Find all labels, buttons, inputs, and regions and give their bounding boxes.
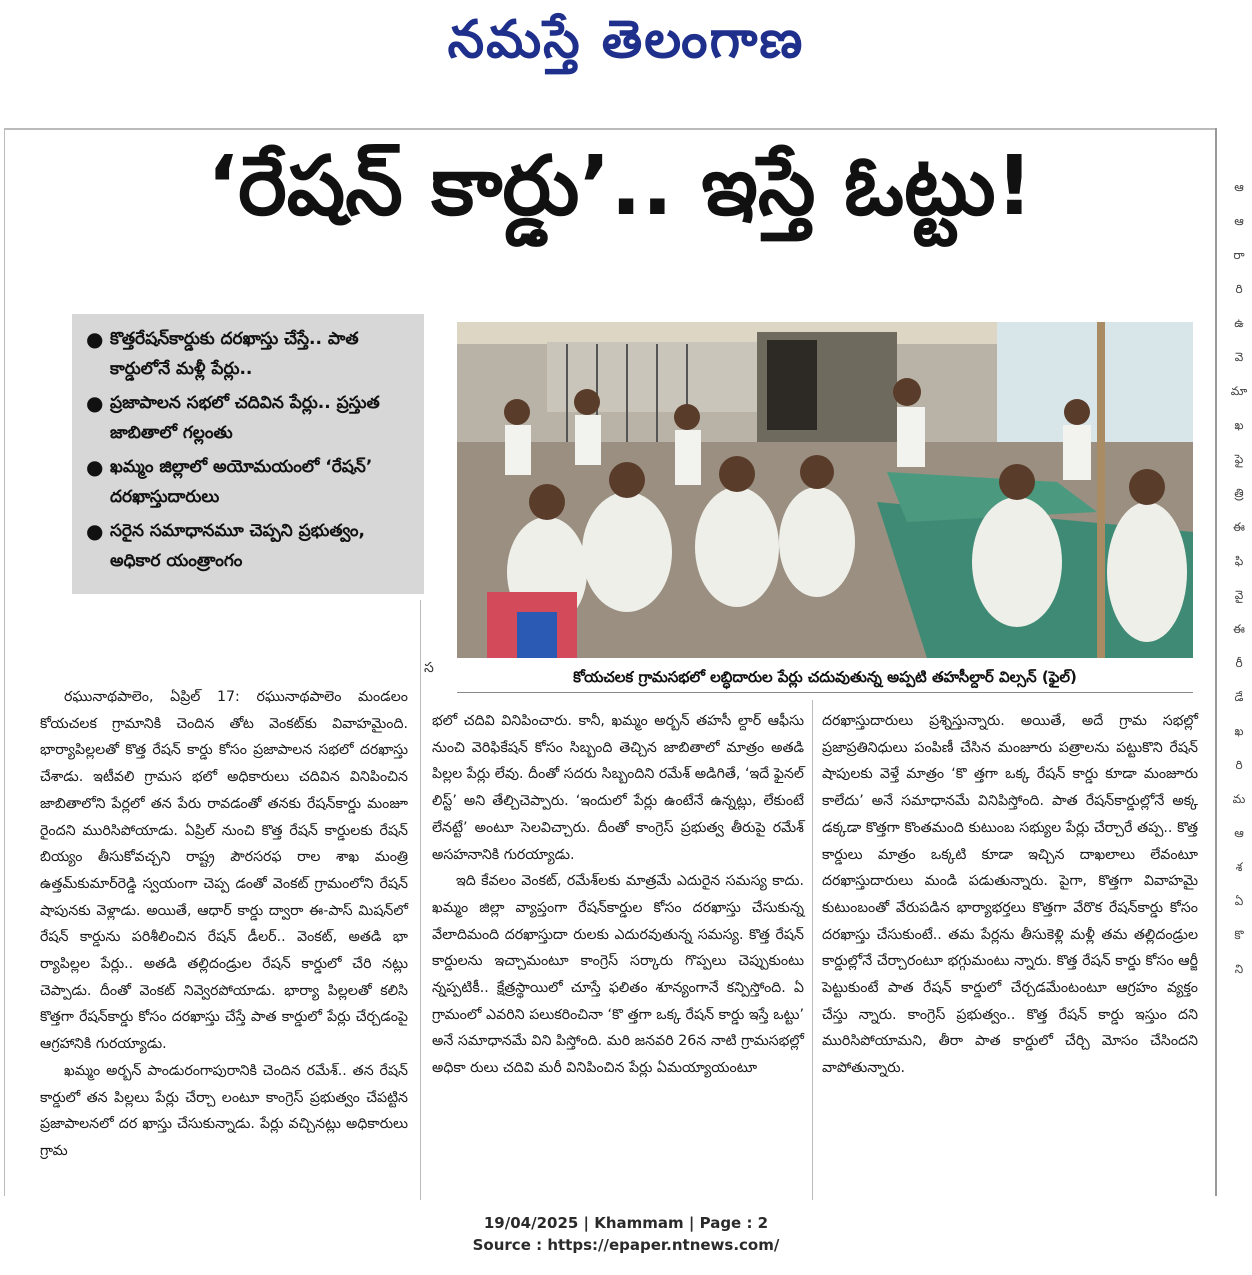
paragraph: రఘునాథపాలెం, ఏప్రిల్ 17: రఘునాథపాలెం మండలం కోయచలక గ్రామానికి చెందిన తోట వెంకట్‌కు వివాహమైంది. భార్యాపిల్లలతో కొత్త రేషన్ కార్డు కోసం ప్రజాపాలన సభలో దరఖాస్తు చేశాడు. ఇటీవలి గ్రామస భలో అధికారులు చదివిన వినిపించిన జాబితాలోని పేర్లలో తన పేరు రావడంతో తనకు రేషన్‌కార్డు మంజూ రైందని మురిసిపోయాడు. ఏప్రిల్ నుంచి కొత్త రేషన్ కార్డులకు రేషన్ బియ్యం తీసుకోవచ్చని రాష్ట్ర పౌరసరఫ రాల శాఖ మంత్రి ఉత్తమ్‌కుమార్‌రెడ్డి స్వయంగా చెప్ప డంతో వెంకట్ గ్రామంలోని రేషన్ షాపునకు వెళ్లాడు. అయితే, ఆధార్ కార్డు ద్వారా ఈ-పాస్ మిషన్‌లో రేషన్ కార్డును పరిశీలించిన రేషన్ డీలర్.. వెంకట్, అతడి భా ర్యాపిల్లల పేర్లు.. అతడి తల్లిదండ్రుల రేషన్ కార్డులో చేరి నట్లు చెప్పాడు. దీంతో వెంకట్ నివ్వెరపోయాడు. భార్యా పిల్లలతో కలిసి కొత్తగా రేషన్‌కార్డు కోసం దరఖాస్తు చేస్తే పాత కార్డులో పేర్లు చేర్చడంపై ఆగ్రహానికి గురయ్యాడు. xyxy=(40,689,408,1053)
page-frame-top xyxy=(4,128,1216,130)
article-photo xyxy=(457,322,1193,658)
edge-glyph: ఖ xyxy=(1234,724,1244,738)
bullet-icon: ● xyxy=(86,327,104,351)
edge-glyph: వె xyxy=(1234,350,1244,364)
edge-glyph: ఆ xyxy=(1234,214,1244,228)
edge-glyph: ఏ xyxy=(1234,894,1244,908)
highlights-box xyxy=(72,314,424,594)
edge-glyph: రా xyxy=(1233,248,1245,262)
paragraph: దరఖాస్తుదారులు ప్రశ్నిస్తున్నారు. అయితే, అదే గ్రామ సభల్లో ప్రజాప్రతినిధులు పంపిణీ చేసిన మంజూరు పత్రాలను పట్టుకొని రేషన్ షాపులకు వెళ్తే మాత్రం ‘కొ త్తగా ఒక్క రేషన్ కార్డు కూడా మంజూరు కాలేదు’ అనే సమాధానమే వినిపిస్తోంది. పాత రేషన్‌కార్డుల్లోనే అక్క డక్కడా కొత్తగా కొంతమంది కుటుంబ సభ్యుల పేర్లు చేర్చారే తప్ప.. కొత్త కార్డులు మాత్రం ఒక్కటి కూడా ఇచ్చిన దాఖలాలు లేవంటూ దరఖాస్తుదారులు మండి పడుతున్నారు. పైగా, కొత్తగా వివాహమై కుటుంబంతో వేరుపడిన భార్యాభర్తలు కొత్తగా వేరొక రేషన్‌కార్డు కోసం దరఖాస్తు చేసుకుంటే.. తమ పేర్లను తీసుకెళ్లి మళ్లీ తమ తల్లిదండ్రుల కార్డుల్లోనే చేర్చారంటూ భగ్గుమంటు న్నారు. కొత్త రేషన్ కార్డు కోసం ఆర్జీ పెట్టుకుంటే పాత రేషన్ కార్డులో చేర్చడమేంటంటూ ఆగ్రహం వ్యక్తం చేస్తు న్నారు. కాంగ్రెస్ ప్రభుత్వం.. కొత్త రేషన్ కార్డు ఇస్తుం దని మురిసిపోయామని, తీరా పాత కార్డులో చేర్చి మోసం చేసిందని వాపోతున్నారు. xyxy=(822,713,1198,1077)
edge-glyph: ఆ xyxy=(1234,180,1244,194)
edge-glyph: వై xyxy=(1234,588,1244,602)
edge-glyph: త్రి xyxy=(1234,486,1244,500)
footer-date-line: 19/04/2025 | Khammam | Page : 2 xyxy=(483,1214,769,1232)
edge-glyph: ఫి xyxy=(1234,554,1244,568)
newspaper-masthead: నమస్తే తెలంగాణ xyxy=(447,10,805,70)
edge-glyph: ఈ xyxy=(1233,622,1245,636)
edge-glyph: మా xyxy=(1230,384,1248,398)
column-divider xyxy=(420,600,421,1200)
page-footer xyxy=(0,1212,1252,1256)
edge-glyph: రీ xyxy=(1235,656,1243,670)
edge-glyph: ఖ xyxy=(1234,418,1244,432)
edge-glyph: డే xyxy=(1234,690,1244,704)
article-column-3 xyxy=(822,708,1198,1082)
highlight-item: ● ఖమ్మం జిల్లాలో అయోమయంలో ‘రేషన్’ దరఖాస్తుదారులు xyxy=(82,452,416,512)
adjacent-article-edge xyxy=(1226,170,1252,1200)
highlight-item: ● ప్రజాపాలన సభలో చదివిన పేర్లు.. ప్రస్తుత జాబితాలో గల్లంతు xyxy=(82,388,416,448)
edge-glyph: రి xyxy=(1235,758,1243,772)
edge-glyph: ఈ xyxy=(1233,520,1245,534)
bullet-icon: ● xyxy=(86,455,104,479)
article-column-1 xyxy=(40,684,408,1165)
highlight-item: ● కొత్తరేషన్‌కార్డుకు దరఖాస్తు చేస్తే.. పాత కార్డులోనే మళ్లీ పేర్లు.. xyxy=(82,324,416,384)
footer-source-link[interactable]: Source : https://epaper.ntnews.com/ xyxy=(472,1236,780,1254)
page-frame-right xyxy=(1215,128,1217,1196)
caption-divider xyxy=(457,692,1193,693)
article-column-2 xyxy=(432,708,804,1082)
page-frame-left xyxy=(4,128,5,1196)
bullet-icon: ● xyxy=(86,519,104,543)
paragraph: భలో చదివి వినిపించారు. కానీ, ఖమ్మం అర్బన్ తహసీ ల్దార్ ఆఫీసు నుంచి వెరిఫికేషన్ కోసం సిబ్బంది తెచ్చిన జాబితాలో మాత్రం అతడి పిల్లల పేర్లు లేవు. దీంతో సదరు సిబ్బందిని రమేశ్ అడిగితే, ‘ఇదే ఫైనల్ లిస్ట్’ అని తేల్చిచెప్పారు. ‘ఇందులో పేర్లు ఉంటేనే ఉన్నట్లు, లేకుంటే లేనట్టే’ అంటూ సెలవిచ్చారు. దీంతో కాంగ్రెస్ ప్రభుత్వ తీరుపై రమేశ్ అసహనానికి గురయ్యాడు. xyxy=(432,713,804,863)
edge-glyph: ఫై xyxy=(1234,452,1244,466)
highlight-item: ● సరైన సమాధానమూ చెప్పని ప్రభుత్వం, అధికార యంత్రాంగం xyxy=(82,516,416,576)
paragraph: ఇది కేవలం వెంకట్, రమేశ్‌లకు మాత్రమే ఎదురైన సమస్య కాదు. ఖమ్మం జిల్లా వ్యాప్తంగా రేషన్‌కార్డుల కోసం దరఖాస్తు చేసుకున్న వేలాదిమంది దరఖాస్తుదా రులకు ఎదురవుతున్న సమస్య. కొత్త రేషన్ కార్డులను ఇచ్చామంటూ కాంగ్రెస్ సర్కారు గొప్పలు చెప్పుకుంటు న్నప్పటికీ.. క్షేత్రస్థాయిలో చూస్తే ఫలితం శూన్యంగానే కన్పిస్తోంది. ఏ గ్రామంలో ఎవరిని పలుకరించినా ‘కొ త్తగా ఒక్క రేషన్ కార్డు ఇస్తే ఒట్టు’ అనే సమాధానమే విని పిస్తోంది. మరి జనవరి 26న నాటి గ్రామసభల్లో అధికా రులు చదివి మరీ వినిపించిన పేర్లు ఏమయ్యాయంటూ xyxy=(432,873,804,1077)
meeting-photo-illustration xyxy=(457,322,1193,658)
edge-glyph: ఆ xyxy=(1234,826,1244,840)
column-divider xyxy=(812,700,813,1200)
edge-glyph: ని xyxy=(1234,962,1244,976)
edge-glyph: రి xyxy=(1235,282,1243,296)
edge-glyph: శ xyxy=(1235,860,1243,874)
paragraph: ఖమ్మం అర్బన్ పాండురంగాపురానికి చెందిన రమేశ్.. తన రేషన్ కార్డులో తన పిల్లలు పేర్లు చేర్చా లంటూ కాంగ్రెస్ ప్రభుత్వం చేపట్టిన ప్రజాపాలనలో దర ఖాస్తు చేసుకున్నాడు. పేర్లు వచ్చినట్లు అధికారులు గ్రామ xyxy=(40,1062,408,1159)
edge-glyph: కొ xyxy=(1234,928,1244,942)
photo-caption: కోయచలక గ్రామసభలో లబ్ధిదారుల పేర్లు చదువుతున్న అప్పటి తహసీల్దార్ విల్సన్ (ఫైల్) xyxy=(573,668,1077,686)
stray-character: స xyxy=(424,660,434,676)
article-headline: ‘రేషన్ కార్డు’.. ఇస్తే ఓట్టు! xyxy=(206,139,1034,234)
bullet-icon: ● xyxy=(86,391,104,415)
edge-glyph: ఉ xyxy=(1234,316,1244,330)
edge-glyph: మ xyxy=(1232,792,1246,806)
